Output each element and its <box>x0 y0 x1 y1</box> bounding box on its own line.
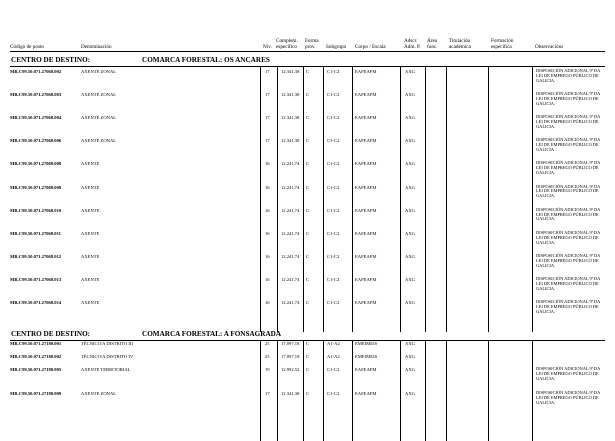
cell-observacions: DISPOSICIÓN ADICIONAL 9ª DA LEI DE EMPREGO PÚBLICO DE GALICIA. <box>536 114 601 129</box>
column-divider <box>277 341 278 441</box>
cell-complem: 12.241,74 <box>281 253 300 259</box>
centro-label: CENTRO DE DESTINO: <box>11 330 91 338</box>
cell-complem: 12.341,38 <box>281 115 300 121</box>
cell-denominacion: AXENTE <box>81 300 100 305</box>
cell-niv: 16 <box>265 300 270 305</box>
cell-adscr: AXG <box>405 69 415 74</box>
cell-subgrupo: C1-C2 <box>327 161 340 167</box>
cell-corpo: EMEIMEIS <box>355 341 378 346</box>
header-complem: Complem. <box>276 38 298 44</box>
header-func: func. <box>427 44 438 50</box>
column-divider <box>260 341 261 441</box>
cell-complem: 12.341,38 <box>281 92 300 98</box>
cell-subgrupo: C1-C2 <box>327 69 340 74</box>
header-academica: académica <box>449 44 471 50</box>
column-divider <box>446 67 447 332</box>
cell-complem: 12.241,74 <box>281 207 300 213</box>
column-divider <box>303 67 304 332</box>
cell-observacions: DISPOSICIÓN ADICIONAL 9ª DA LEI DE EMPREGO PÚBLICO DE GALICIA. <box>536 206 601 222</box>
header-niv: Niv. <box>263 44 272 50</box>
header-observacions: Observacións <box>535 44 564 50</box>
cell-forma: C <box>306 367 310 372</box>
cell-subgrupo: C1-C2 <box>327 367 340 372</box>
cell-codigo: MR.C99.50.071.27068.014 <box>10 300 62 305</box>
cell-subgrupo: C1-C2 <box>327 391 340 396</box>
cell-complem: 12.241,74 <box>281 161 300 167</box>
cell-codigo: MR.C99.50.071.27068.006 <box>10 138 62 144</box>
cell-complem: 12.241,74 <box>281 184 300 190</box>
cell-complem: 12.341,38 <box>281 69 300 74</box>
cell-niv: 16 <box>265 161 270 167</box>
header-subgrupo: Subgrupo <box>326 44 347 50</box>
cell-corpo: EAFEAFM <box>355 184 377 190</box>
cell-denominacion: AXENTE <box>81 276 100 282</box>
cell-subgrupo: C1-C2 <box>327 300 340 305</box>
cell-denominacion: AXENTE <box>81 161 100 167</box>
header-area: Área <box>427 38 438 44</box>
header-codigo: Código de posto <box>10 44 45 50</box>
cell-corpo: EAFEAFM <box>355 391 377 396</box>
centro-name: COMARCA FORESTAL: A FONSAGRADA <box>142 330 282 338</box>
cell-adscr: AXG <box>405 138 415 144</box>
cell-niv: 17 <box>265 138 270 144</box>
cell-subgrupo: C1-C2 <box>327 138 340 144</box>
cell-forma: C <box>306 391 310 396</box>
cell-denominacion: AXENTE <box>81 207 100 213</box>
cell-adscr: AXG <box>405 184 415 190</box>
cell-forma: C <box>306 92 310 98</box>
cell-complem: 17.097,18 <box>281 354 300 359</box>
cell-niv: 25 <box>265 354 270 359</box>
cell-subgrupo: C1-C2 <box>327 276 340 282</box>
cell-niv: 16 <box>265 253 270 259</box>
cell-observacions: DISPOSICIÓN ADICIONAL 9ª DA LEI DE EMPREGO PÚBLICO DE GALICIA. <box>536 160 601 176</box>
cell-forma: C <box>306 115 310 121</box>
cell-denominacion: TÉCNICO/A DISTRITO III <box>81 341 133 346</box>
cell-complem: 12.241,74 <box>281 276 300 282</box>
cell-adscr: AXG <box>405 367 415 372</box>
cell-niv: 17 <box>265 69 270 74</box>
cell-complem: 12.241,74 <box>281 300 300 305</box>
cell-adscr: AXG <box>405 354 415 359</box>
column-divider <box>532 67 533 332</box>
cell-forma: C <box>306 184 310 190</box>
cell-subgrupo: C1-C2 <box>327 115 340 121</box>
cell-niv: 17 <box>265 115 270 121</box>
column-divider <box>446 341 447 441</box>
cell-subgrupo: C1-C2 <box>327 184 340 190</box>
cell-observacions: DISPOSICIÓN ADICIONAL 9ª DA LEI DE EMPREGO PÚBLICO DE GALICIA. <box>536 137 601 153</box>
cell-denominacion: AXENTE <box>81 184 100 190</box>
cell-codigo: MR.C99.50.071.27068.013 <box>10 276 62 282</box>
cell-observacions: DISPOSICIÓN ADICIONAL 9ª DA LEI DE EMPREGO PÚBLICO DE GALICIA. <box>536 229 601 245</box>
cell-forma: C <box>306 230 310 236</box>
cell-adscr: AXG <box>405 391 415 396</box>
cell-niv: 19 <box>265 367 270 372</box>
cell-subgrupo: C1-C2 <box>327 92 340 98</box>
column-divider <box>488 341 489 441</box>
cell-codigo: MR.C99.50.071.27068.008 <box>10 161 62 167</box>
cell-corpo: EAFEAFM <box>355 207 377 213</box>
cell-corpo: EAFEAFM <box>355 253 377 259</box>
cell-corpo: EAFEAFM <box>355 276 377 282</box>
cell-forma: C <box>306 207 310 213</box>
cell-niv: 16 <box>265 276 270 282</box>
header-corpo: Corpo / Escala <box>355 44 386 50</box>
cell-codigo: MR.C99.50.071.27068.011 <box>10 230 61 236</box>
cell-subgrupo: A1-A2 <box>327 354 340 359</box>
header-adscr: Adscr. <box>404 38 418 44</box>
header-formacion-especifica: específica <box>491 44 512 50</box>
cell-adscr: AXG <box>405 207 415 213</box>
cell-corpo: EAFEAFM <box>355 300 377 305</box>
header-forma: Forma <box>305 38 319 44</box>
cell-forma: C <box>306 138 310 144</box>
centro-name: COMARCA FORESTAL: OS ANCARES <box>142 56 270 64</box>
centro-label: CENTRO DE DESTINO: <box>11 56 91 64</box>
cell-corpo: EAFEAFM <box>355 161 377 167</box>
cell-forma: C <box>306 354 310 359</box>
column-divider <box>400 341 401 441</box>
cell-observacions: DISPOSICIÓN ADICIONAL 9ª DA LEI DE EMPREGO PÚBLICO DE GALICIA. <box>536 366 601 381</box>
column-divider <box>323 341 324 441</box>
cell-codigo: MR.C99.50.071.27180.001 <box>10 341 62 346</box>
cell-niv: 17 <box>265 391 270 396</box>
column-divider <box>352 341 353 441</box>
column-divider <box>260 67 261 332</box>
cell-observacions: DISPOSICIÓN ADICIONAL 9ª DA LEI DE EMPREGO PÚBLICO DE GALICIA. <box>536 390 601 405</box>
cell-codigo: MR.C99.50.071.27068.003 <box>10 92 62 98</box>
cell-niv: 16 <box>265 184 270 190</box>
cell-adscr: AXG <box>405 92 415 98</box>
cell-corpo: EMEIMEIS <box>355 354 378 359</box>
cell-subgrupo: C1-C2 <box>327 253 340 259</box>
column-divider <box>400 67 401 332</box>
column-divider <box>532 341 533 441</box>
cell-codigo: MR.C99.50.071.27180.002 <box>10 354 62 359</box>
cell-denominacion: AXENTE ZONAL <box>81 391 117 396</box>
cell-codigo: MR.C99.50.071.27068.002 <box>10 69 62 74</box>
cell-complem: 12.241,74 <box>281 230 300 236</box>
cell-observacions: DISPOSICIÓN ADICIONAL 9ª DA LEI DE EMPREGO PÚBLICO DE GALICIA. <box>536 299 601 314</box>
cell-observacions: DISPOSICIÓN ADICIONAL 9ª DA LEI DE EMPREGO PÚBLICO DE GALICIA. <box>536 252 601 268</box>
header-rule <box>10 51 605 52</box>
cell-adscr: AXG <box>405 300 415 305</box>
cell-denominacion: AXENTE ZONAL <box>81 92 117 98</box>
cell-adscr: AXG <box>405 341 415 346</box>
header-especifico: específico <box>276 44 298 50</box>
cell-corpo: EAFEAFM <box>355 92 377 98</box>
cell-complem: 12.341,38 <box>281 391 300 396</box>
cell-niv: 25 <box>265 341 270 346</box>
column-divider <box>303 341 304 441</box>
column-divider <box>488 67 489 332</box>
cell-subgrupo: C1-C2 <box>327 230 340 236</box>
cell-observacions: DISPOSICIÓN ADICIONAL 9ª DA LEI DE EMPREGO PÚBLICO DE GALICIA. <box>536 275 601 291</box>
cell-forma: C <box>306 161 310 167</box>
cell-observacions: DISPOSICIÓN ADICIONAL 9ª DA LEI DE EMPREGO PÚBLICO DE GALICIA. <box>536 183 601 199</box>
cell-denominacion: TÉCNICO/A DISTRITO IV <box>81 354 134 359</box>
cell-adscr: AXG <box>405 230 415 236</box>
cell-forma: C <box>306 341 310 346</box>
cell-denominacion: AXENTE ZONAL <box>81 69 117 74</box>
cell-corpo: EAFEAFM <box>355 138 377 144</box>
column-divider <box>323 67 324 332</box>
cell-adscr: AXG <box>405 115 415 121</box>
cell-observacions: DISPOSICIÓN ADICIONAL 9ª DA LEI DE EMPREGO PÚBLICO DE GALICIA. <box>536 91 601 106</box>
header-denominacion: Denominación <box>81 44 112 50</box>
cell-codigo: MR.C99.50.071.27180.009 <box>10 391 62 396</box>
header-formacion: Formación <box>491 38 514 44</box>
column-divider <box>352 67 353 332</box>
header-titulacion: Titulación <box>449 38 471 44</box>
cell-niv: 16 <box>265 230 270 236</box>
cell-codigo: MR.C99.50.071.27068.012 <box>10 253 62 259</box>
cell-niv: 17 <box>265 92 270 98</box>
header-adm-p: Adm. P. <box>404 44 421 50</box>
section-rule <box>10 66 605 67</box>
column-divider <box>425 67 426 332</box>
cell-forma: C <box>306 300 310 305</box>
header-prov: prov. <box>305 44 316 50</box>
cell-codigo: MR.C99.50.071.27180.005 <box>10 367 62 372</box>
cell-codigo: MR.C99.50.071.27068.009 <box>10 184 62 190</box>
cell-adscr: AXG <box>405 276 415 282</box>
cell-corpo: EAFEAFM <box>355 69 377 74</box>
cell-denominacion: AXENTE <box>81 253 100 259</box>
cell-corpo: EAFEAFM <box>355 115 377 121</box>
cell-adscr: AXG <box>405 253 415 259</box>
cell-observacions: DISPOSICIÓN ADICIONAL 9ª DA LEI DE EMPREGO PÚBLICO DE GALICIA. <box>536 68 601 83</box>
cell-corpo: EAFEAFM <box>355 230 377 236</box>
cell-denominacion: AXENTE ZONAL <box>81 115 117 121</box>
cell-forma: C <box>306 276 310 282</box>
column-divider <box>425 341 426 441</box>
cell-complem: 12.992,52 <box>281 367 300 372</box>
cell-forma: C <box>306 69 310 74</box>
cell-denominacion: AXENTE TERRITORIAL <box>81 367 131 372</box>
cell-codigo: MR.C99.50.071.27068.010 <box>10 207 62 213</box>
column-divider <box>277 67 278 332</box>
cell-codigo: MR.C99.50.071.27068.004 <box>10 115 62 121</box>
cell-denominacion: AXENTE <box>81 230 100 236</box>
cell-corpo: EAFEAFM <box>355 367 377 372</box>
cell-complem: 12.341,38 <box>281 138 300 144</box>
cell-subgrupo: A1-A2 <box>327 341 340 346</box>
cell-subgrupo: C1-C2 <box>327 207 340 213</box>
cell-denominacion: AXENTE ZONAL <box>81 138 117 144</box>
cell-adscr: AXG <box>405 161 415 167</box>
cell-niv: 16 <box>265 207 270 213</box>
cell-forma: C <box>306 253 310 259</box>
cell-complem: 17.097,18 <box>281 341 300 346</box>
